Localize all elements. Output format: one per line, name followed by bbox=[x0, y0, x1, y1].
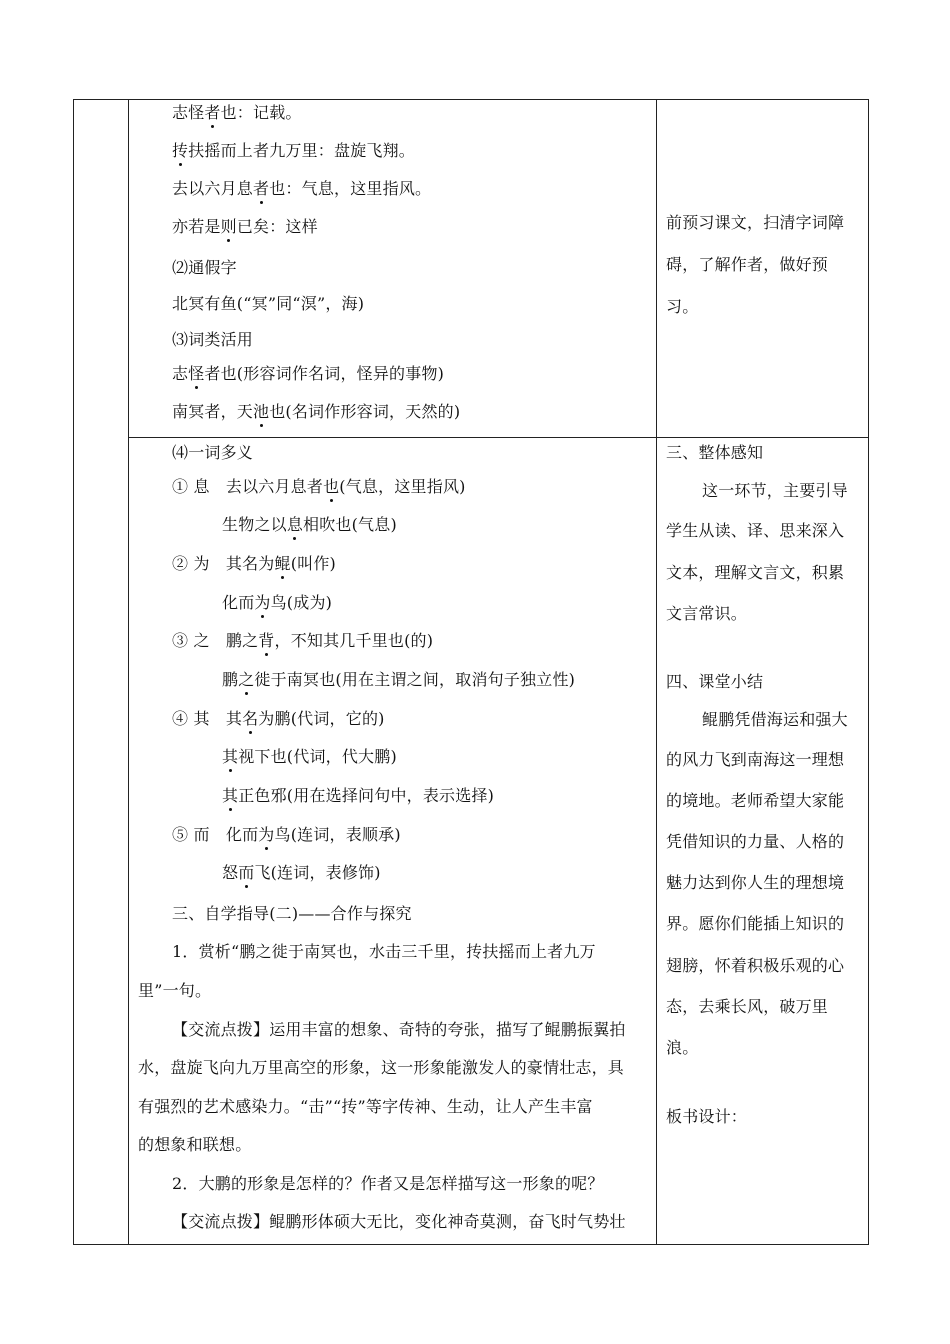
section-heading: ⑷一词多义 bbox=[172, 443, 254, 462]
emphasis-dot-char: 者 bbox=[253, 179, 270, 198]
emphasis-dot-char: 而 bbox=[238, 863, 255, 882]
table-bottom-border bbox=[73, 1244, 869, 1245]
emphasis-dot-char: 背 bbox=[258, 631, 275, 650]
table-row-divider bbox=[128, 437, 869, 438]
question-line: 里”一句。 bbox=[138, 981, 212, 1000]
emphasis-dot-char: 息 bbox=[286, 515, 304, 534]
vocab-line: 去以六月息者也：气息，这里指风。 bbox=[172, 179, 432, 198]
emphasis-dot-char: 为 bbox=[258, 825, 275, 844]
note-heading: 板书设计： bbox=[666, 1107, 748, 1126]
table-col-divider-2 bbox=[656, 99, 657, 1245]
answer-line: 【交流点拨】运用丰富的想象、奇特的夸张，描写了鲲鹏振翼拍 bbox=[172, 1020, 626, 1039]
polysemy-line: ③ 之 鹏之背，不知其几千里也(的) bbox=[172, 631, 434, 650]
note-line: 习。 bbox=[666, 297, 699, 316]
answer-line: 水，盘旋飞向九万里高空的形象，这一形象能激发人的豪情壮志，具 bbox=[138, 1058, 625, 1077]
emphasis-dot-char: 其 bbox=[222, 786, 239, 805]
table-right-border bbox=[868, 99, 869, 1245]
table-top-border bbox=[73, 99, 869, 100]
note-line: 魅力达到你人生的理想境 bbox=[666, 873, 845, 892]
emphasis-dot-char: 名 bbox=[242, 709, 259, 728]
section-heading: ⑵通假字 bbox=[172, 258, 237, 277]
section-heading: ⑶词类活用 bbox=[172, 330, 254, 349]
polysemy-line: 其正色邪(用在选择问句中，表示选择) bbox=[222, 786, 495, 805]
polysemy-line: 其视下也(代词，代大鹏) bbox=[222, 747, 397, 766]
polysemy-line: 鹏之徙于南冥也(用在主谓之间，取消句子独立性) bbox=[222, 670, 576, 689]
note-line: 凭借知识的力量、人格的 bbox=[666, 832, 845, 851]
answer-line: 有强烈的艺术感染力。“击”“抟”等字传神、生动，让人产生丰富 bbox=[138, 1097, 593, 1116]
emphasis-dot-char: 为 bbox=[254, 593, 271, 612]
table-col-divider-1 bbox=[128, 99, 129, 1245]
emphasis-dot-char: 鲲 bbox=[274, 554, 291, 573]
note-heading: 三、整体感知 bbox=[666, 443, 764, 462]
note-line: 文言常识。 bbox=[666, 604, 748, 623]
emphasis-dot-char: 则 bbox=[220, 217, 237, 236]
vocab-line: 志怪者也：记载。 bbox=[172, 103, 302, 122]
question-line: 2．大鹏的形象是怎样的？作者又是怎样描写这一形象的呢？ bbox=[172, 1174, 604, 1193]
note-line: 浪。 bbox=[666, 1038, 699, 1057]
question-line: 1．赏析“鹏之徙于南冥也，水击三千里，抟扶摇而上者九万 bbox=[172, 942, 596, 961]
vocab-line: 亦若是则已矣：这样 bbox=[172, 217, 318, 236]
note-line: 前预习课文，扫清字词障 bbox=[666, 213, 845, 232]
note-line: 翅膀，怀着积极乐观的心 bbox=[666, 956, 845, 975]
note-line: 鲲鹏凭借海运和强大 bbox=[702, 710, 848, 729]
polysemy-line: 化而为鸟(成为) bbox=[222, 593, 333, 612]
table-left-border bbox=[73, 99, 74, 1245]
emphasis-dot-char: 怪 bbox=[188, 364, 205, 383]
vocab-line: 志怪者也(形容词作名词，怪异的事物) bbox=[172, 364, 445, 383]
note-heading: 四、课堂小结 bbox=[666, 672, 764, 691]
note-line: 的风力飞到南海这一理想 bbox=[666, 750, 845, 769]
emphasis-dot-char: 之 bbox=[238, 670, 255, 689]
emphasis-dot-char: 池 bbox=[253, 402, 270, 421]
answer-line: 的想象和联想。 bbox=[138, 1135, 252, 1154]
note-line: 学生从读、译、思来深入 bbox=[666, 521, 845, 540]
emphasis-dot-char: 也 bbox=[323, 477, 340, 496]
vocab-line: 抟扶摇而上者九万里：盘旋飞翔。 bbox=[172, 141, 416, 160]
emphasis-dot-char: 抟 bbox=[172, 141, 189, 160]
polysemy-line: ② 为 其名为鲲(叫作) bbox=[172, 554, 336, 573]
polysemy-line: ① 息 去以六月息者也(气息，这里指风) bbox=[172, 477, 466, 496]
note-line: 文本，理解文言文，积累 bbox=[666, 563, 845, 582]
vocab-line: 北冥有鱼(“冥”同“溟”，海) bbox=[172, 294, 365, 313]
polysemy-line: ④ 其 其名为鹏(代词，它的) bbox=[172, 709, 385, 728]
emphasis-dot-char: 者 bbox=[204, 103, 221, 122]
note-line: 界。愿你们能插上知识的 bbox=[666, 914, 845, 933]
answer-line: 【交流点拨】鲲鹏形体硕大无比，变化神奇莫测，奋飞时气势壮 bbox=[172, 1212, 626, 1231]
polysemy-line: 怒而飞(连词，表修饰) bbox=[222, 863, 381, 882]
polysemy-line: 生物之以息相吹也(气息) bbox=[222, 515, 397, 534]
note-line: 这一环节，主要引导 bbox=[702, 481, 848, 500]
emphasis-dot-char: 其 bbox=[222, 747, 239, 766]
polysemy-line: ⑤ 而 化而为鸟(连词，表顺承) bbox=[172, 825, 401, 844]
note-line: 态，去乘长风，破万里 bbox=[666, 997, 829, 1016]
note-line: 碍，了解作者，做好预 bbox=[666, 255, 829, 274]
note-line: 的境地。老师希望大家能 bbox=[666, 791, 845, 810]
section-heading: 三、自学指导(二)——合作与探究 bbox=[172, 904, 412, 923]
vocab-line: 南冥者，天池也(名词作形容词，天然的) bbox=[172, 402, 461, 421]
